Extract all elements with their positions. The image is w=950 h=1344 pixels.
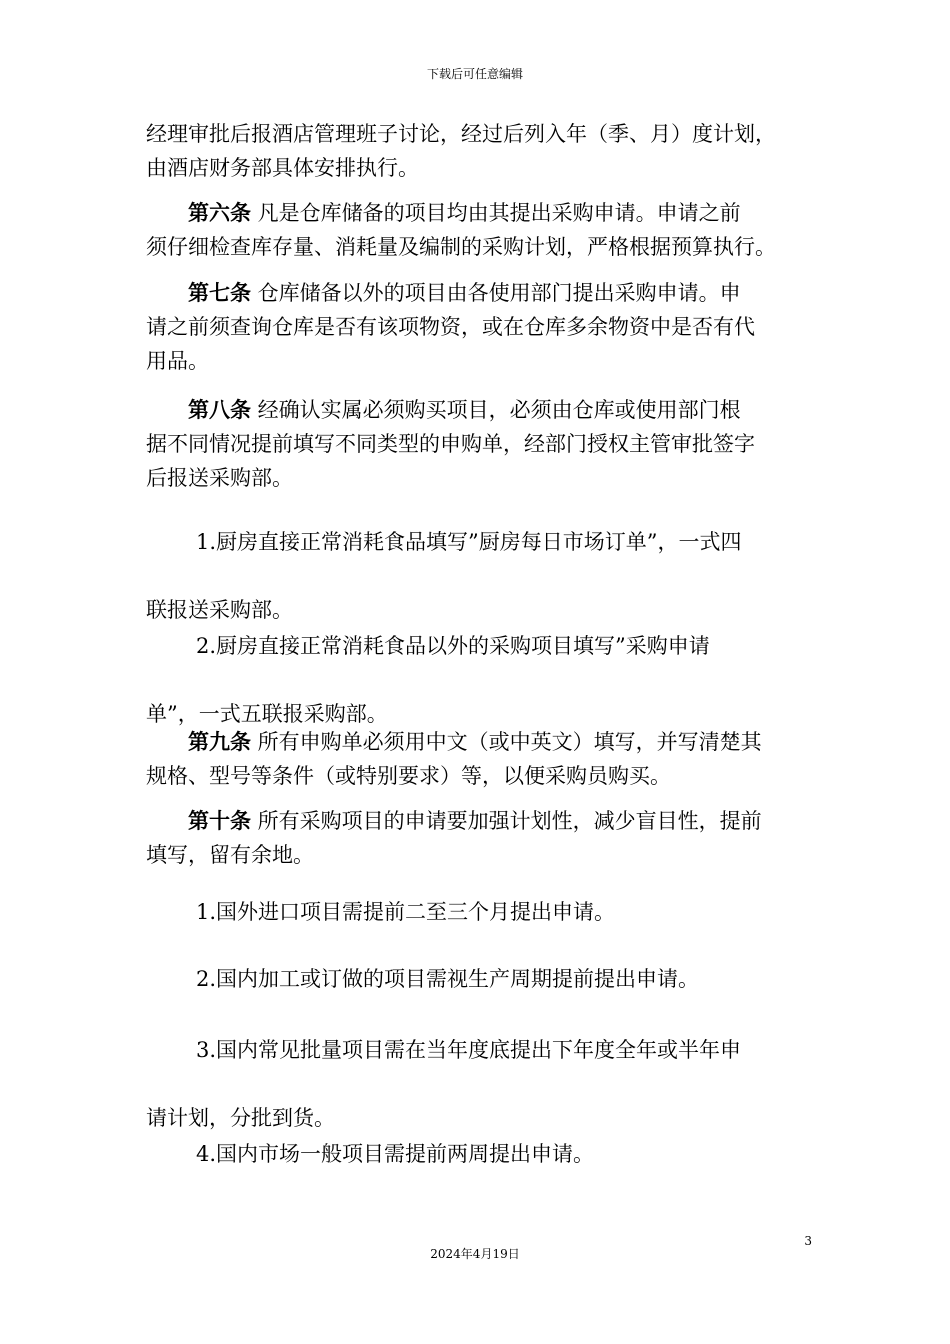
line: 经理审批后报酒店管理班子讨论，经过后列入年（季、月）度计划， <box>146 122 776 146</box>
line: 请计划，分批到货。 <box>146 1106 335 1130</box>
paragraph-continuation <box>146 117 818 185</box>
line: 2.国内加工或订做的项目需视生产周期提前提出申请。 <box>196 967 700 991</box>
line: 请之前须查询仓库是否有该项物资，或在仓库多余物资中是否有代 <box>146 315 755 339</box>
article-10 <box>146 804 818 872</box>
line: 1.厨房直接正常消耗食品填写”厨房每日市场订单”，一式四 <box>196 530 742 554</box>
line: 所有申购单必须用中文（或中英文）填写，并写清楚其 <box>251 730 762 754</box>
line: 所有采购项目的申请要加强计划性，减少盲目性，提前 <box>251 809 762 833</box>
line: 4.国内市场一般项目需提前两周提出申请。 <box>196 1142 595 1166</box>
page-number: 3 <box>804 1234 812 1248</box>
article-8 <box>146 393 818 495</box>
line: 凡是仓库储备的项目均由其提出采购申请。申请之前 <box>251 201 741 225</box>
line: 仓库储备以外的项目由各使用部门提出采购申请。申 <box>251 281 741 305</box>
article-number: 第十条 <box>188 808 251 833</box>
list-item <box>146 1137 818 1171</box>
line: 3.国内常见批量项目需在当年度底提出下年度全年或半年申 <box>196 1038 742 1062</box>
article-number: 第八条 <box>188 397 251 422</box>
line: 规格、型号等条件（或特别要求）等，以便采购员购买。 <box>146 764 671 788</box>
line: 经确认实属必须购买项目，必须由仓库或使用部门根 <box>251 398 741 422</box>
article-number: 第六条 <box>188 200 251 225</box>
line: 单”，一式五联报采购部。 <box>146 702 388 726</box>
article-number: 第九条 <box>188 729 251 754</box>
line: 由酒店财务部具体安排执行。 <box>146 156 419 180</box>
article-7 <box>146 276 818 378</box>
line: 1.国外进口项目需提前二至三个月提出申请。 <box>196 900 616 924</box>
list-item <box>146 1016 818 1152</box>
line: 后报送采购部。 <box>146 466 293 490</box>
article-6 <box>146 196 818 264</box>
line: 须仔细检查库存量、消耗量及编制的采购计划，严格根据预算执行。 <box>146 235 776 259</box>
article-number: 第七条 <box>188 280 251 305</box>
article-9 <box>146 725 818 793</box>
list-item <box>146 895 818 929</box>
line: 联报送采购部。 <box>146 598 293 622</box>
list-item <box>146 962 818 996</box>
page-footer-date: 2024年4月19日 <box>430 1247 520 1261</box>
line: 用品。 <box>146 349 209 373</box>
page-header: 下载后可任意编辑 <box>426 67 523 81</box>
line: 2.厨房直接正常消耗食品以外的采购项目填写”采购申请 <box>196 634 710 658</box>
line: 据不同情况提前填写不同类型的申购单，经部门授权主管审批签字 <box>146 432 755 456</box>
line: 填写，留有余地。 <box>146 843 314 867</box>
